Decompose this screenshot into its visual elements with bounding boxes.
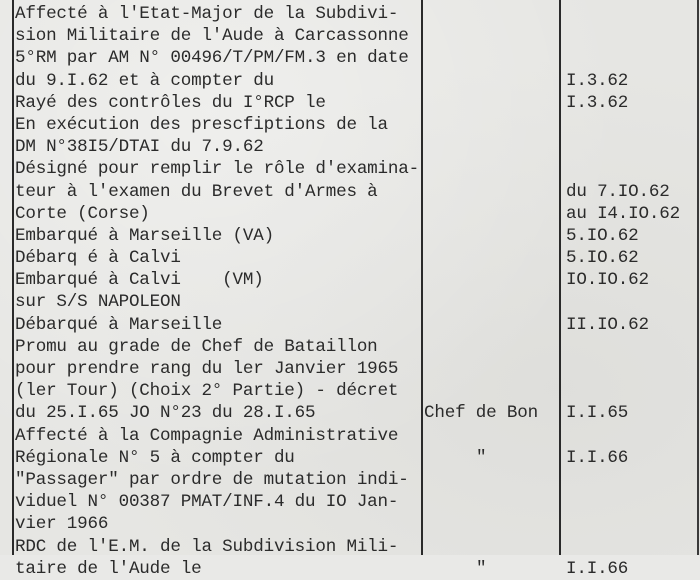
grade-cell: [424, 70, 558, 92]
description-line: Embarqué à Calvi (VM): [15, 270, 264, 291]
grade-cell: [424, 513, 558, 535]
description-line: Régionale N° 5 à compter du: [15, 447, 295, 468]
grade-cell: [424, 47, 558, 69]
grade-cell: [424, 25, 558, 47]
description-line: taire de l'Aude le: [15, 558, 202, 579]
grade-cell: [424, 314, 558, 336]
description-line: du 9.I.62 et à compter du: [15, 70, 274, 91]
grade-cell: [424, 269, 558, 291]
date-cell: [566, 425, 696, 447]
description-line: Corte (Corse): [15, 203, 150, 224]
date-cell: 5.IO.62: [566, 225, 639, 246]
grade-column: [424, 3, 558, 580]
description-line: Affecté à la Compagnie Administrative: [15, 425, 399, 446]
date-column: [566, 3, 696, 580]
description-line: sion Militaire de l'Aude à Carcassonne: [15, 26, 409, 47]
grade-cell: [424, 181, 558, 203]
date-cell: au I4.IO.62: [566, 203, 680, 224]
date-cell: I.I.66: [566, 447, 629, 468]
grade-cell: [424, 491, 558, 513]
grade-cell: [424, 136, 558, 158]
date-cell: du 7.IO.62: [566, 181, 670, 202]
date-cell: [566, 491, 696, 513]
grade-cell: [424, 469, 558, 491]
description-line: sur S/S NAPOLEON: [15, 292, 181, 313]
date-cell: [566, 336, 696, 358]
grade-cell: [424, 225, 558, 247]
description-line: RDC de l'E.M. de la Subdivision Mili-: [15, 536, 399, 557]
date-cell: [566, 469, 696, 491]
grade-cell: [424, 536, 558, 558]
date-cell: [566, 136, 696, 158]
grade-cell: ": [476, 558, 487, 579]
date-cell: [566, 158, 696, 180]
description-line: 5°RM par AM N° 00496/T/PM/FM.3 en date: [15, 48, 409, 69]
description-line: "Passager" par ordre de mutation indi-: [15, 469, 409, 490]
date-cell: [566, 3, 696, 25]
grade-cell: [424, 425, 558, 447]
date-cell: I.I.66: [566, 558, 629, 579]
description-line: (ler Tour) (Choix 2° Partie) - décret: [15, 381, 399, 402]
description-column: [15, 3, 419, 580]
grade-cell: [424, 291, 558, 313]
grade-cell: [424, 203, 558, 225]
description-line: DM N°38I5/DTAI du 7.9.62: [15, 137, 264, 158]
grade-cell: [424, 336, 558, 358]
grade-cell: [424, 358, 558, 380]
date-cell: I.I.65: [566, 403, 629, 424]
grade-cell: Chef de Bon: [424, 403, 538, 424]
description-line: pour prendre rang du ler Janvier 1965: [15, 359, 399, 379]
description-line: Débarqué à Marseille: [15, 314, 223, 335]
date-cell: IO.IO.62: [566, 270, 649, 291]
description-line: Promu au grade de Chef de Bataillon: [15, 336, 378, 357]
date-cell: [566, 358, 696, 380]
date-cell: [566, 536, 696, 558]
table-right-border: [697, 0, 699, 555]
table-left-border: [12, 0, 14, 555]
date-cell: II.IO.62: [566, 314, 649, 335]
grade-cell: [424, 92, 558, 114]
date-cell: [566, 25, 696, 47]
description-line: Embarqué à Marseille (VA): [15, 225, 274, 246]
description-line: teur à l'examen du Brevet d'Armes à: [15, 181, 378, 202]
description-line: du 25.I.65 JO N°23 du 28.I.65: [15, 403, 316, 424]
grade-cell: ": [476, 447, 487, 468]
description-line: Rayé des contrôles du I°RCP le: [15, 92, 326, 113]
grade-cell: [424, 158, 558, 180]
date-cell: [566, 291, 696, 313]
date-cell: [566, 114, 696, 136]
description-line: En exécution des prescfiptions de la: [15, 114, 388, 135]
date-cell: I.3.62: [566, 70, 629, 91]
column-divider-grade-date: [559, 0, 561, 555]
description-line: Désigné pour remplir le rôle d'examina-: [15, 159, 419, 180]
description-line: Débarq é à Calvi: [15, 248, 181, 269]
date-cell: 5.IO.62: [566, 248, 639, 269]
date-cell: I.3.62: [566, 92, 629, 113]
grade-cell: [424, 3, 558, 25]
description-line: viduel N° 00387 PMAT/INF.4 du IO Jan-: [15, 492, 399, 513]
date-cell: [566, 513, 696, 535]
grade-cell: [424, 247, 558, 269]
description-line: vier 1966: [15, 514, 109, 535]
description-line: Affecté à l'Etat-Major de la Subdivi-: [15, 4, 399, 24]
date-cell: [566, 380, 696, 402]
column-divider-description-grade: [421, 0, 423, 555]
grade-cell: [424, 114, 558, 136]
grade-cell: [424, 380, 558, 402]
date-cell: [566, 47, 696, 69]
